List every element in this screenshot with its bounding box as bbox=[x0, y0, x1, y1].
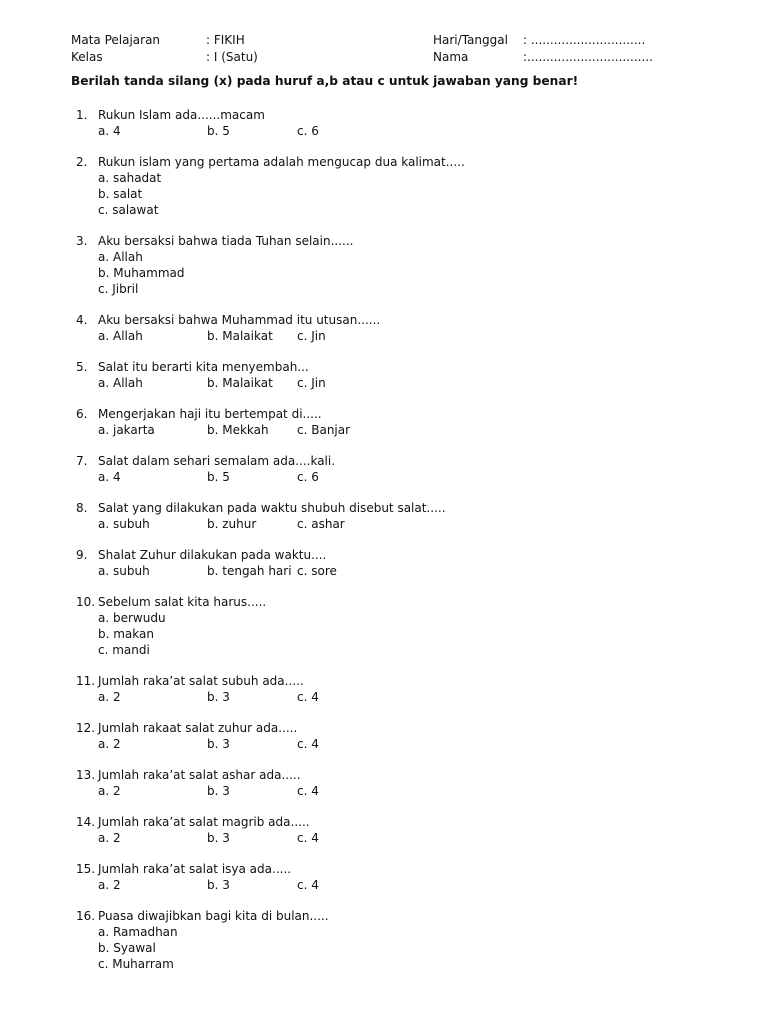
option-line bbox=[0, 202, 768, 218]
question-item bbox=[0, 547, 768, 579]
answer-option: b. Malaikat bbox=[207, 376, 273, 390]
answer-option: a. Allah bbox=[98, 329, 143, 343]
answer-option: b. 5 bbox=[207, 124, 230, 138]
subject-label: Mata Pelajaran bbox=[71, 33, 161, 47]
option-line bbox=[0, 249, 768, 265]
answer-option: a. jakarta bbox=[98, 423, 155, 437]
question-line bbox=[0, 814, 768, 830]
question-item bbox=[0, 453, 768, 485]
option-row bbox=[0, 783, 768, 799]
question-text: Aku bersaksi bahwa Muhammad itu utusan...... bbox=[98, 313, 381, 327]
question-item bbox=[0, 500, 768, 532]
question-number: 14. bbox=[76, 815, 96, 829]
date-label: Hari/Tanggal bbox=[433, 33, 508, 47]
question-text: Rukun Islam ada......macam bbox=[98, 108, 265, 122]
answer-option: b. 3 bbox=[207, 737, 230, 751]
option-line bbox=[0, 610, 768, 626]
option-row bbox=[0, 375, 768, 391]
question-number: 8. bbox=[76, 501, 88, 515]
answer-option: c. sore bbox=[297, 564, 337, 578]
question-item bbox=[0, 861, 768, 893]
question-number: 12. bbox=[76, 721, 96, 735]
question-item bbox=[0, 767, 768, 799]
question-item bbox=[0, 233, 768, 297]
answer-option: c. Jin bbox=[297, 329, 326, 343]
answer-option: b. 3 bbox=[207, 878, 230, 892]
question-number: 3. bbox=[76, 234, 88, 248]
question-line bbox=[0, 547, 768, 563]
question-number: 5. bbox=[76, 360, 88, 374]
option-row bbox=[0, 563, 768, 579]
answer-option: c. Muharram bbox=[98, 957, 174, 971]
instruction-text: Berilah tanda silang (x) pada huruf a,b atau c untuk jawaban yang benar! bbox=[71, 74, 579, 88]
answer-option: a. 2 bbox=[98, 831, 121, 845]
option-line bbox=[0, 170, 768, 186]
option-line bbox=[0, 626, 768, 642]
question-number: 13. bbox=[76, 768, 96, 782]
option-row bbox=[0, 469, 768, 485]
question-list bbox=[0, 107, 768, 987]
question-item bbox=[0, 908, 768, 972]
class-value: : I (Satu) bbox=[206, 50, 258, 64]
question-number: 9. bbox=[76, 548, 88, 562]
question-item bbox=[0, 720, 768, 752]
answer-option: c. 4 bbox=[297, 831, 319, 845]
question-line bbox=[0, 154, 768, 170]
answer-option: b. zuhur bbox=[207, 517, 257, 531]
answer-option: b. Muhammad bbox=[98, 266, 185, 280]
answer-option: c. ashar bbox=[297, 517, 345, 531]
answer-option: b. makan bbox=[98, 627, 154, 641]
date-value: : .............................. bbox=[523, 33, 646, 47]
question-line bbox=[0, 720, 768, 736]
answer-option: b. salat bbox=[98, 187, 143, 201]
answer-option: a. 2 bbox=[98, 690, 121, 704]
answer-option: b. Mekkah bbox=[207, 423, 269, 437]
option-line bbox=[0, 281, 768, 297]
question-number: 1. bbox=[76, 108, 88, 122]
question-text: Jumlah rakaat salat zuhur ada..... bbox=[98, 721, 298, 735]
question-item bbox=[0, 673, 768, 705]
question-text: Puasa diwajibkan bagi kita di bulan..... bbox=[98, 909, 329, 923]
answer-option: a. Allah bbox=[98, 250, 143, 264]
answer-option: c. 4 bbox=[297, 784, 319, 798]
answer-option: c. 4 bbox=[297, 878, 319, 892]
question-text: Aku bersaksi bahwa tiada Tuhan selain...... bbox=[98, 234, 354, 248]
option-row bbox=[0, 877, 768, 893]
question-line bbox=[0, 453, 768, 469]
question-item bbox=[0, 312, 768, 344]
question-text: Salat dalam sehari semalam ada....kali. bbox=[98, 454, 336, 468]
answer-option: c. 6 bbox=[297, 470, 319, 484]
answer-option: a. subuh bbox=[98, 564, 150, 578]
question-text: Jumlah raka’at salat ashar ada..... bbox=[98, 768, 301, 782]
question-item bbox=[0, 406, 768, 438]
question-line bbox=[0, 861, 768, 877]
question-line bbox=[0, 233, 768, 249]
option-line bbox=[0, 642, 768, 658]
question-text: Jumlah raka’at salat magrib ada..... bbox=[98, 815, 310, 829]
question-line bbox=[0, 500, 768, 516]
subject-value: : FIKIH bbox=[206, 33, 245, 47]
question-number: 15. bbox=[76, 862, 96, 876]
option-row bbox=[0, 736, 768, 752]
answer-option: c. 4 bbox=[297, 690, 319, 704]
answer-option: b. Malaikat bbox=[207, 329, 273, 343]
question-text: Mengerjakan haji itu bertempat di..... bbox=[98, 407, 322, 421]
answer-option: a. 2 bbox=[98, 878, 121, 892]
answer-option: c. mandi bbox=[98, 643, 150, 657]
answer-option: b. Syawal bbox=[98, 941, 156, 955]
option-row bbox=[0, 422, 768, 438]
question-line bbox=[0, 359, 768, 375]
question-number: 2. bbox=[76, 155, 88, 169]
question-item bbox=[0, 154, 768, 218]
option-row bbox=[0, 123, 768, 139]
option-line bbox=[0, 186, 768, 202]
option-line bbox=[0, 940, 768, 956]
question-line bbox=[0, 406, 768, 422]
question-text: Jumlah raka’at salat isya ada..... bbox=[98, 862, 292, 876]
answer-option: a. sahadat bbox=[98, 171, 162, 185]
answer-option: a. 4 bbox=[98, 470, 121, 484]
question-item bbox=[0, 107, 768, 139]
answer-option: a. 4 bbox=[98, 124, 121, 138]
answer-option: c. salawat bbox=[98, 203, 159, 217]
name-value: :................................. bbox=[523, 50, 653, 64]
answer-option: b. 5 bbox=[207, 470, 230, 484]
name-label: Nama bbox=[433, 50, 469, 64]
question-item bbox=[0, 814, 768, 846]
answer-option: c. Jibril bbox=[98, 282, 139, 296]
question-number: 16. bbox=[76, 909, 96, 923]
question-item bbox=[0, 594, 768, 658]
question-line bbox=[0, 908, 768, 924]
answer-option: a. subuh bbox=[98, 517, 150, 531]
option-line bbox=[0, 924, 768, 940]
option-line bbox=[0, 956, 768, 972]
question-number: 6. bbox=[76, 407, 88, 421]
class-label: Kelas bbox=[71, 50, 103, 64]
question-text: Rukun islam yang pertama adalah mengucap dua kalimat..... bbox=[98, 155, 465, 169]
option-line bbox=[0, 265, 768, 281]
question-line bbox=[0, 594, 768, 610]
question-number: 10. bbox=[76, 595, 96, 609]
answer-option: a. Allah bbox=[98, 376, 143, 390]
answer-option: c. 4 bbox=[297, 737, 319, 751]
question-number: 4. bbox=[76, 313, 88, 327]
header-row-subject bbox=[0, 32, 768, 48]
answer-option: b. 3 bbox=[207, 690, 230, 704]
question-line bbox=[0, 767, 768, 783]
question-number: 11. bbox=[76, 674, 96, 688]
answer-option: a. berwudu bbox=[98, 611, 166, 625]
answer-option: b. 3 bbox=[207, 784, 230, 798]
question-number: 7. bbox=[76, 454, 88, 468]
answer-option: c. Jin bbox=[297, 376, 326, 390]
option-row bbox=[0, 689, 768, 705]
answer-option: a. Ramadhan bbox=[98, 925, 178, 939]
question-text: Shalat Zuhur dilakukan pada waktu.... bbox=[98, 548, 327, 562]
question-line bbox=[0, 107, 768, 123]
answer-option: a. 2 bbox=[98, 737, 121, 751]
answer-option: c. Banjar bbox=[297, 423, 351, 437]
question-item bbox=[0, 359, 768, 391]
option-row bbox=[0, 516, 768, 532]
answer-option: b. 3 bbox=[207, 831, 230, 845]
answer-option: c. 6 bbox=[297, 124, 319, 138]
question-text: Salat itu berarti kita menyembah... bbox=[98, 360, 309, 374]
question-line bbox=[0, 673, 768, 689]
answer-option: b. tengah hari bbox=[207, 564, 292, 578]
question-text: Sebelum salat kita harus..... bbox=[98, 595, 267, 609]
question-text: Jumlah raka’at salat subuh ada..... bbox=[98, 674, 304, 688]
question-line bbox=[0, 312, 768, 328]
header-row-class bbox=[0, 49, 768, 65]
answer-option: a. 2 bbox=[98, 784, 121, 798]
question-text: Salat yang dilakukan pada waktu shubuh disebut salat..... bbox=[98, 501, 446, 515]
option-row bbox=[0, 328, 768, 344]
option-row bbox=[0, 830, 768, 846]
